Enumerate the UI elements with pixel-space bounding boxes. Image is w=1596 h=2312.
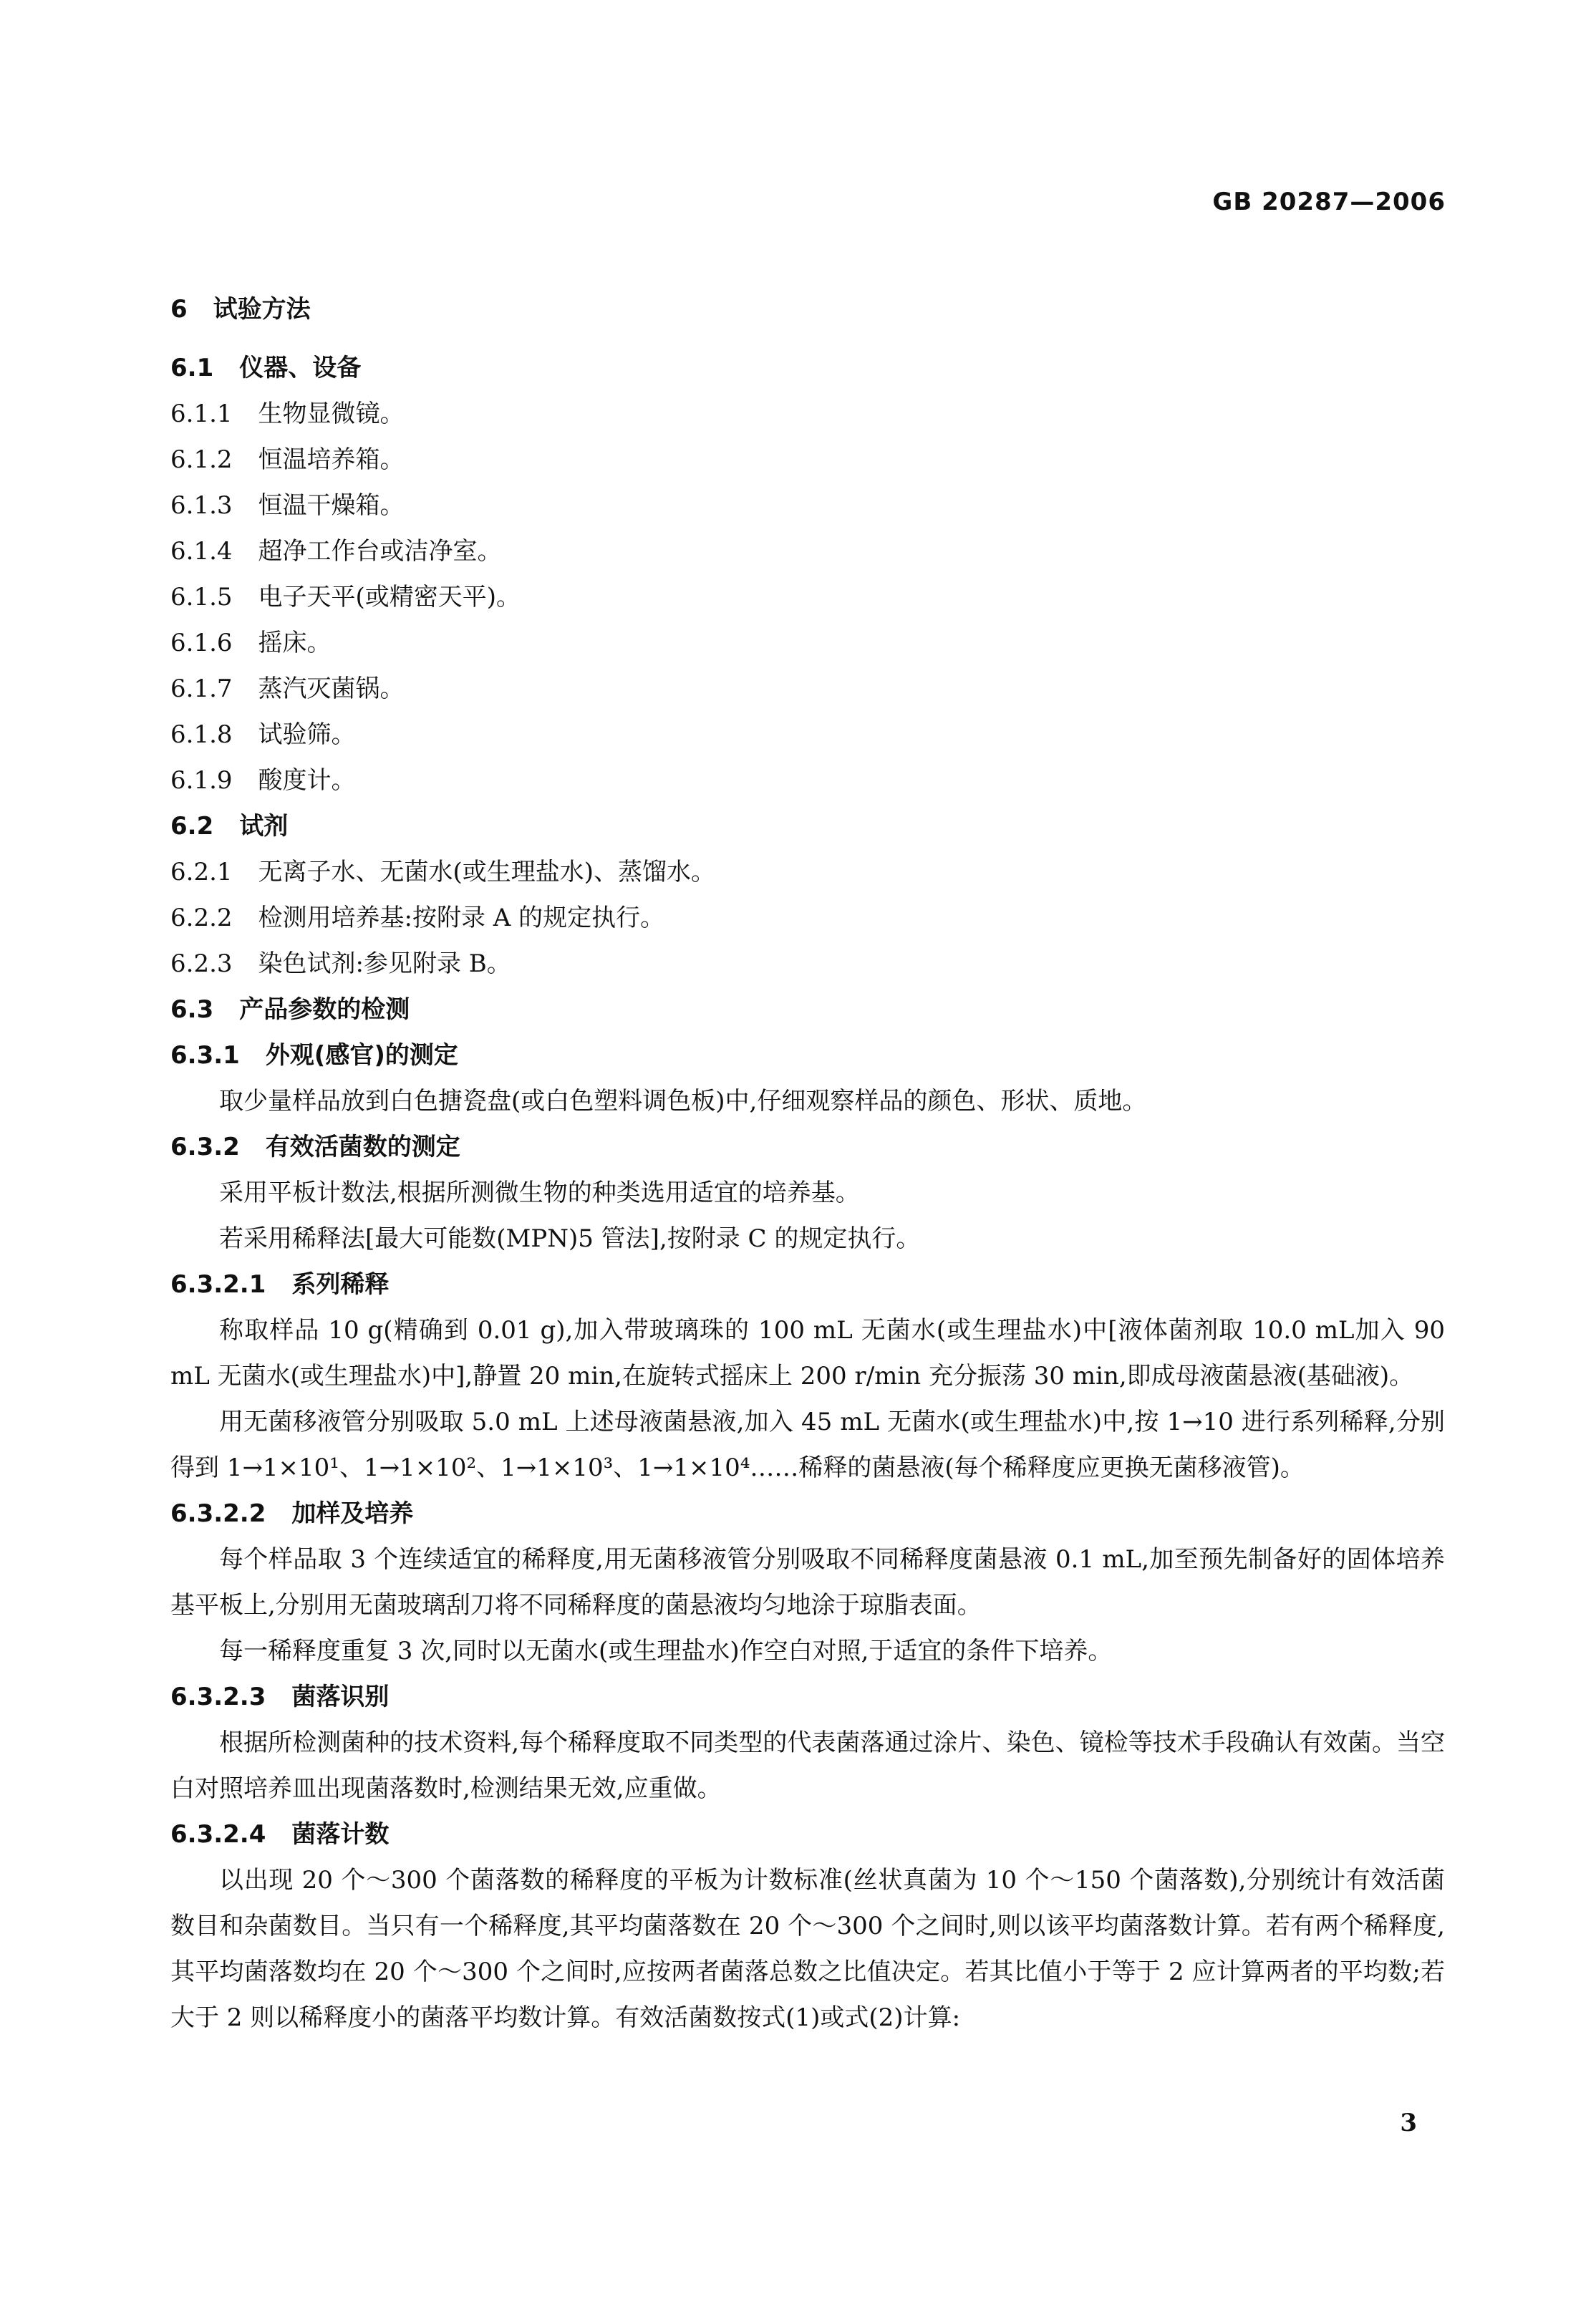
heading-title: 产品参数的检测 <box>239 995 410 1024</box>
item-number: 6.2.2 <box>170 904 233 932</box>
list-item <box>170 712 1445 758</box>
item-text: 酸度计。 <box>258 766 356 795</box>
item-number: 6.1.3 <box>170 491 233 520</box>
list-item <box>170 895 1445 941</box>
item-number: 6.1.1 <box>170 400 233 428</box>
heading-title: 菌落计数 <box>291 1820 390 1849</box>
list-item <box>170 849 1445 895</box>
item-text: 超净工作台或洁净室。 <box>258 537 502 566</box>
paragraph: 称取样品 10 g(精确到 0.01 g),加入带玻璃珠的 100 mL 无菌水(或生理盐水)中[液体菌剂取 10.0 mL加入 90 mL 无菌水(或生理盐水)中],静置 20 min,在旋转式摇床上 200 r/min 充分振荡 30 min,即成母液菌悬液(基础液)。 <box>170 1316 1445 1390</box>
heading-title: 试剂 <box>239 812 289 841</box>
item-number: 6.2.3 <box>170 949 233 978</box>
heading-number: 6.2 <box>170 812 214 841</box>
item-number: 6.1.9 <box>170 766 233 795</box>
paragraph: 用无菌移液管分别吸取 5.0 mL 上述母液菌悬液,加入 45 mL 无菌水(或生理盐水)中,按 1→10 进行系列稀释,分别得到 1→1×10¹、1→1×10²、1→1×10³、1→1×10⁴……稀释的菌悬液(每个稀释度应更换无菌移液管)。 <box>170 1408 1446 1482</box>
item-number: 6.1.2 <box>170 445 233 474</box>
heading-number: 6.3.2 <box>170 1133 240 1161</box>
heading-number: 6.3 <box>170 995 214 1024</box>
item-text: 蒸汽灭菌锅。 <box>258 674 405 703</box>
list-item <box>170 574 1445 620</box>
item-number: 6.1.5 <box>170 583 233 611</box>
list-item <box>170 391 1445 437</box>
item-text: 试验筛。 <box>258 720 356 749</box>
heading-6-1 <box>170 345 1445 391</box>
heading-6-3-2-2 <box>170 1491 1445 1537</box>
heading-6-3 <box>170 987 1445 1032</box>
heading-6-2 <box>170 803 1445 849</box>
heading-number: 6.3.2.2 <box>170 1499 266 1528</box>
list-item <box>170 437 1445 483</box>
item-number: 6.1.7 <box>170 674 233 703</box>
heading-number: 6.3.1 <box>170 1041 240 1070</box>
item-number: 6.1.8 <box>170 720 233 749</box>
paragraph: 以出现 20 个～300 个菌落数的稀释度的平板为计数标准(丝状真菌为 10 个～150 个菌落数),分别统计有效活菌数目和杂菌数目。当只有一个稀释度,其平均菌落数在 20 个～300 个之间时,则以该平均菌落数计算。若有两个稀释度,其平均菌落数均在 20 个～300 个之间时,应按两者菌落总数之比值决定。若其比值小于等于 2 应计算两者的平均数;若大于 2 则以稀释度小的菌落平均数计算。有效活菌数按式(1)或式(2)计算: <box>170 1866 1445 2032</box>
item-text: 电子天平(或精密天平)。 <box>258 583 521 611</box>
item-text: 恒温培养箱。 <box>258 445 405 474</box>
item-text: 恒温干燥箱。 <box>258 491 405 520</box>
document-body <box>170 286 1445 2041</box>
item-number: 6.2.1 <box>170 858 233 886</box>
heading-6-3-1 <box>170 1032 1445 1078</box>
heading-title: 系列稀释 <box>291 1270 390 1299</box>
paragraph: 若采用稀释法[最大可能数(MPN)5 管法],按附录 C 的规定执行。 <box>219 1224 921 1253</box>
item-text: 摇床。 <box>258 629 332 657</box>
heading-number: 6.3.2.4 <box>170 1820 266 1849</box>
heading-6-3-2 <box>170 1124 1445 1170</box>
paragraph: 采用平板计数法,根据所测微生物的种类选用适宜的培养基。 <box>219 1179 860 1207</box>
section-heading-6 <box>170 286 1445 332</box>
heading-title: 有效活菌数的测定 <box>265 1133 460 1161</box>
list-item <box>170 483 1445 528</box>
paragraph: 每个样品取 3 个连续适宜的稀释度,用无菌移液管分别吸取不同稀释度菌悬液 0.1 mL,加至预先制备好的固体培养基平板上,分别用无菌玻璃刮刀将不同稀释度的菌悬液均匀地涂于琼脂表面。 <box>170 1545 1445 1620</box>
item-text: 生物显微镜。 <box>258 400 405 428</box>
list-item <box>170 666 1445 712</box>
page-number: 3 <box>1400 2109 1417 2137</box>
heading-title: 加样及培养 <box>291 1499 414 1528</box>
heading-number: 6.1 <box>170 354 214 382</box>
paragraph: 每一稀释度重复 3 次,同时以无菌水(或生理盐水)作空白对照,于适宜的条件下培养。 <box>219 1637 1113 1665</box>
paragraph: 根据所检测菌种的技术资料,每个稀释度取不同类型的代表菌落通过涂片、染色、镜检等技术手段确认有效菌。当空白对照培养皿出现菌落数时,检测结果无效,应重做。 <box>170 1728 1445 1803</box>
heading-number: 6.3.2.3 <box>170 1683 266 1711</box>
heading-6-3-2-3 <box>170 1674 1445 1720</box>
heading-number: 6.3.2.1 <box>170 1270 266 1299</box>
heading-6-3-2-1 <box>170 1262 1445 1307</box>
heading-title: 外观(感官)的测定 <box>265 1041 458 1070</box>
item-text: 无离子水、无菌水(或生理盐水)、蒸馏水。 <box>258 858 716 886</box>
heading-6-3-2-4 <box>170 1812 1445 1857</box>
paragraph: 取少量样品放到白色搪瓷盘(或白色塑料调色板)中,仔细观察样品的颜色、形状、质地。 <box>219 1087 1147 1116</box>
heading-title: 菌落识别 <box>291 1683 390 1711</box>
list-item <box>170 620 1445 666</box>
section-title: 试验方法 <box>213 295 311 324</box>
list-item <box>170 758 1445 803</box>
item-number: 6.1.6 <box>170 629 233 657</box>
item-text: 检测用培养基:按附录 A 的规定执行。 <box>258 904 665 932</box>
list-item <box>170 941 1445 987</box>
list-item <box>170 528 1445 574</box>
item-number: 6.1.4 <box>170 537 233 566</box>
section-number: 6 <box>170 295 188 324</box>
standard-code: GB 20287—2006 <box>1212 188 1446 216</box>
heading-title: 仪器、设备 <box>239 354 362 382</box>
item-text: 染色试剂:参见附录 B。 <box>258 949 511 978</box>
